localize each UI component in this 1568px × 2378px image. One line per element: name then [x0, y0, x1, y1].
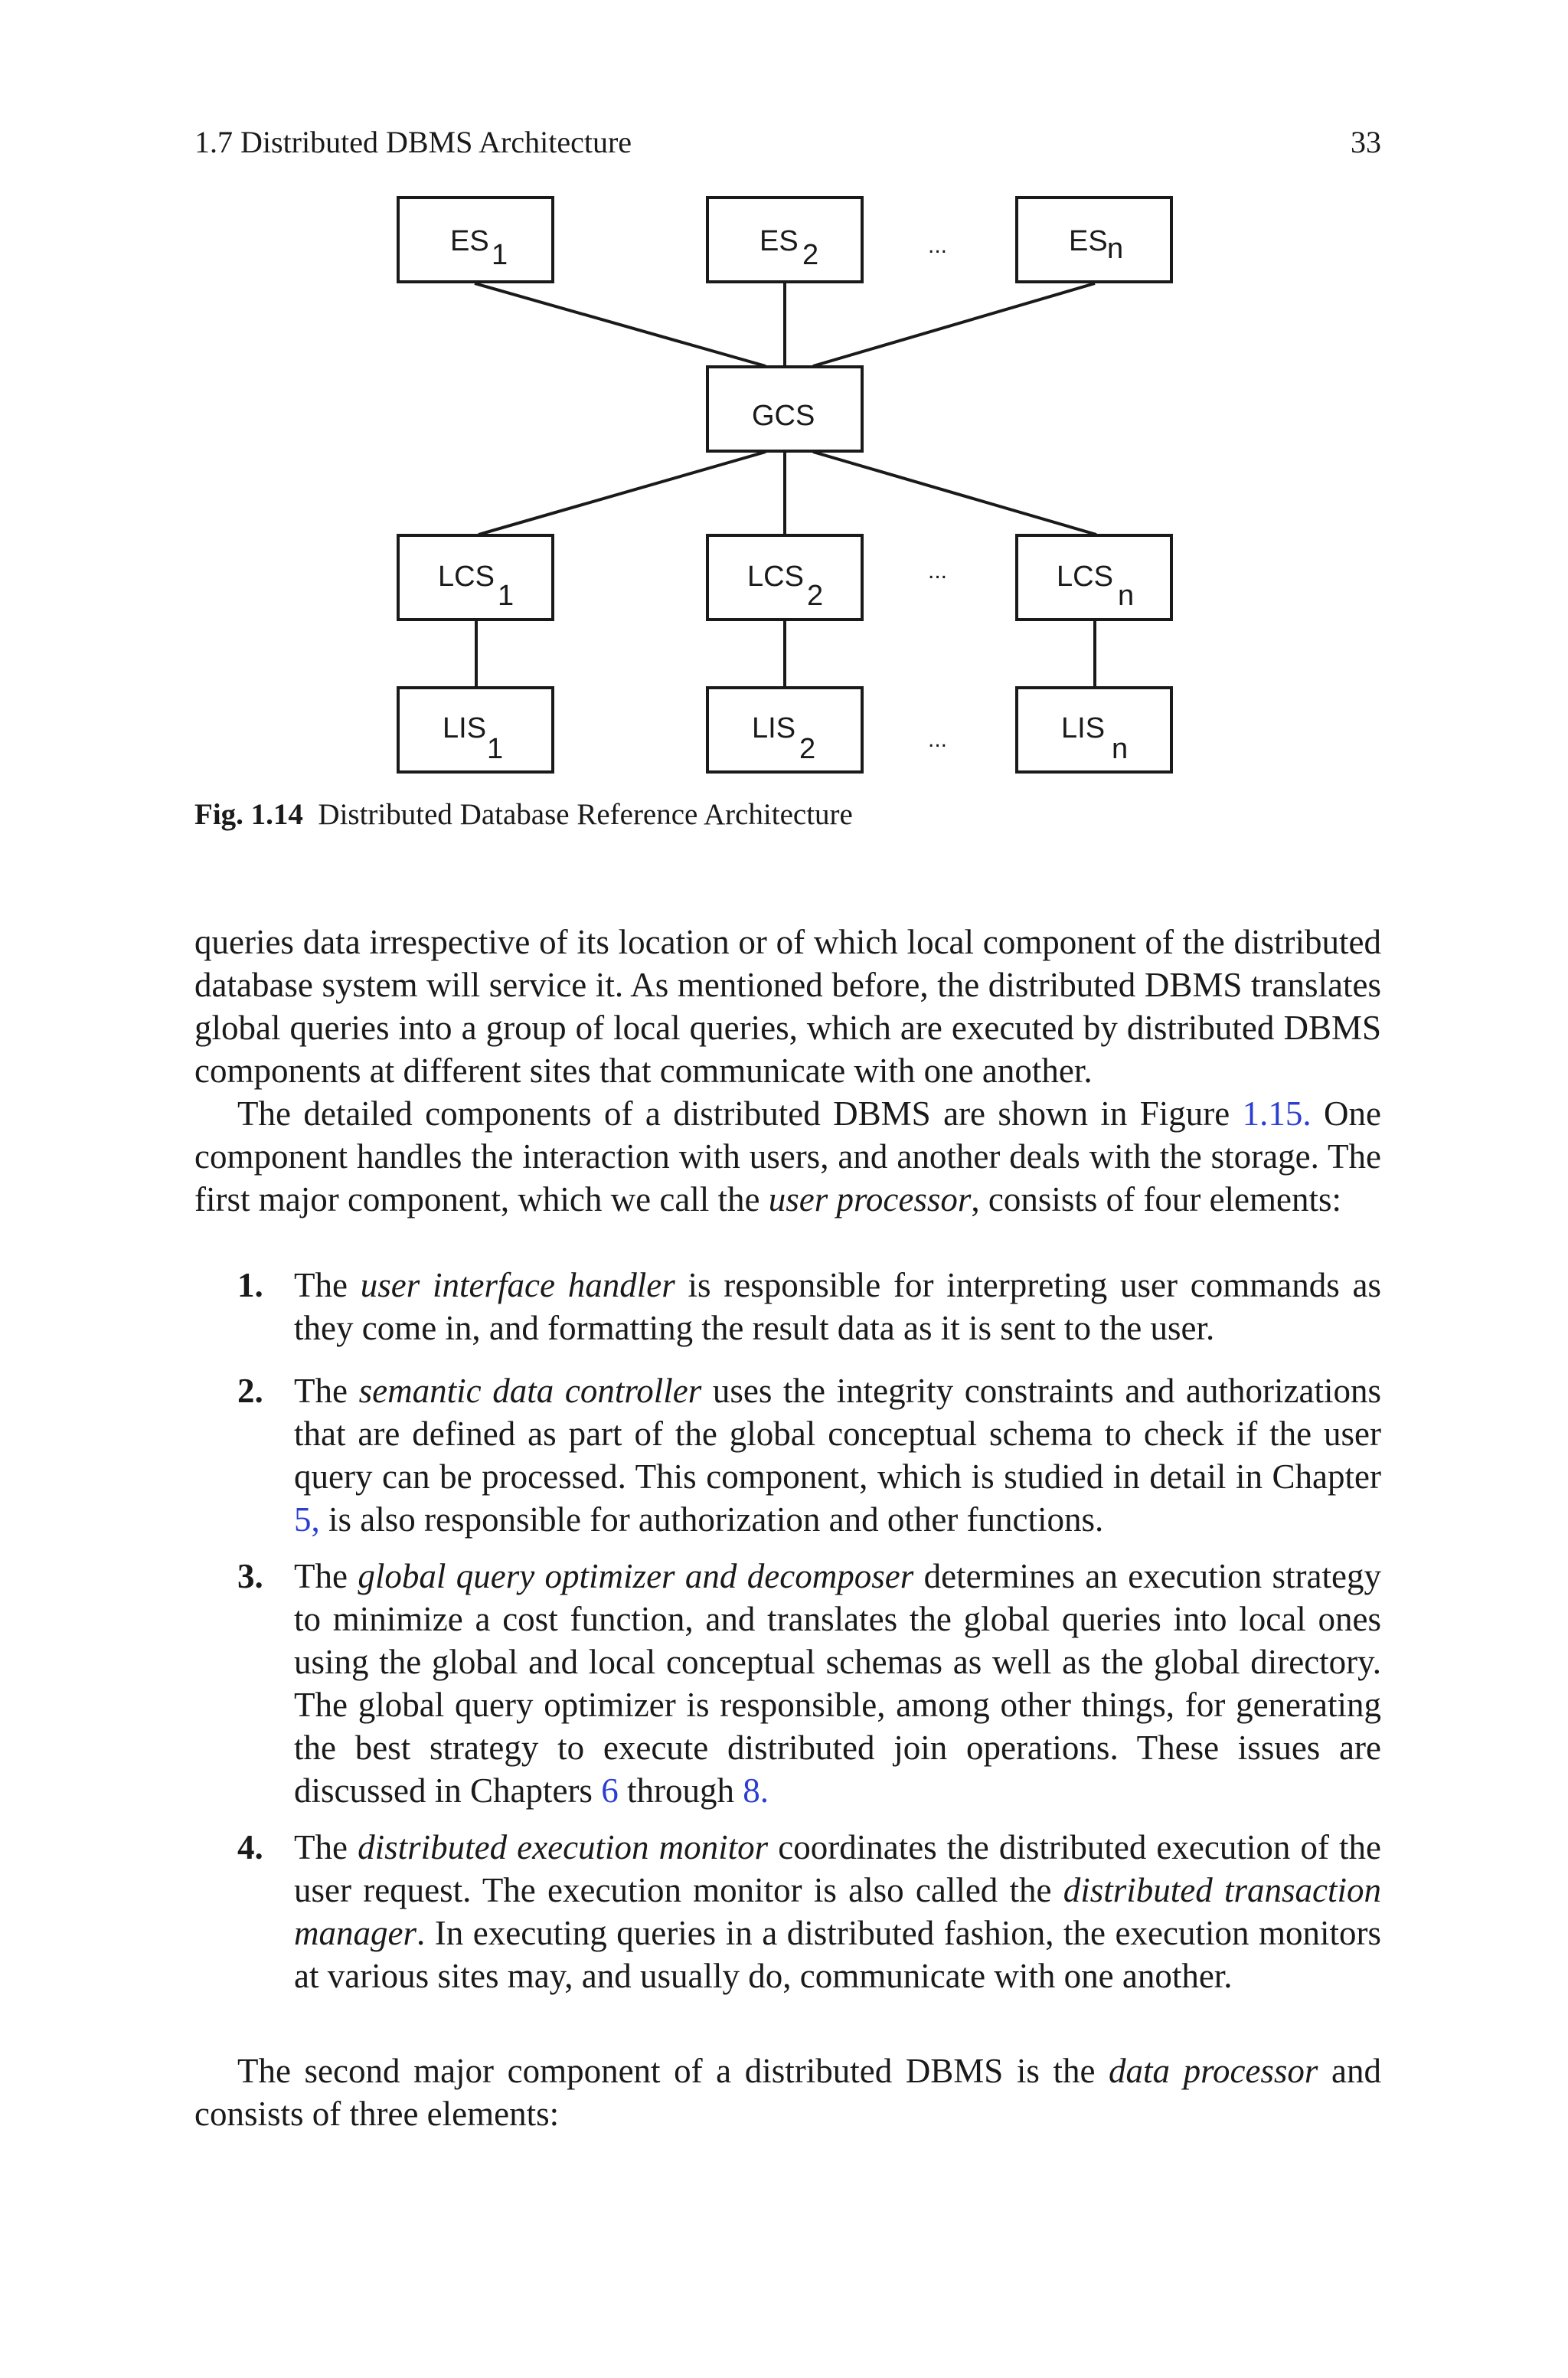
- text-run: determines an execution strategy to minimize a cost function, and translates the global queries into local ones using the global and local conceptual schemas as well as the global directory. The global query optimizer is responsible, among other things, for generating the best strategy to execute distributed join operations. These issues are discussed in Chapters: [294, 1557, 1381, 1810]
- list-number: 1.: [237, 1266, 263, 1304]
- text-run: is responsible for interpreting user commands as they come in, and formatting the result data as it is sent to the user.: [294, 1266, 1381, 1347]
- emphasis: user processor: [768, 1180, 972, 1218]
- label-gcs: GCS: [752, 400, 815, 432]
- emphasis: global query optimizer and decomposer: [358, 1557, 914, 1595]
- sub-lcs2: 2: [807, 580, 824, 612]
- text-run: One component handles the interaction with users, and another deals with the storage. The first major component, which we call the: [194, 1094, 1381, 1218]
- figure-link[interactable]: 1.15.: [1242, 1094, 1312, 1133]
- emphasis: data processor: [1109, 2052, 1318, 2090]
- emphasis: user interface handler: [360, 1266, 675, 1304]
- edge-es1-gcs: [475, 283, 766, 366]
- list-item: [194, 1555, 1381, 1812]
- edge-esn-gcs: [813, 283, 1095, 366]
- text-run: The: [294, 1828, 358, 1866]
- chapter-link[interactable]: 5,: [294, 1500, 320, 1539]
- edge-gcs-lcsn: [813, 452, 1096, 535]
- emphasis: distributed transaction manager: [294, 1871, 1381, 1952]
- architecture-diagram: [0, 0, 1568, 796]
- list-number: 2.: [237, 1372, 263, 1410]
- emphasis: semantic data controller: [358, 1372, 702, 1410]
- list-number: 4.: [237, 1828, 263, 1866]
- chapter-link[interactable]: 6: [601, 1771, 619, 1810]
- ellipsis-lis: ...: [928, 727, 948, 752]
- list-item: [194, 1264, 1381, 1349]
- sub-lisn: n: [1112, 733, 1129, 765]
- paragraph: queries data irrespective of its location or of which local component of the distributed database system will service it. As mentioned before, the distributed DBMS translates global queries into a group of local queries, which are executed by distributed DBMS components at different sites that communicate with one another.: [194, 923, 1381, 1090]
- figure-number: Fig. 1.14: [194, 798, 303, 831]
- text-run: The: [294, 1372, 359, 1410]
- edge-gcs-lcs1: [479, 452, 766, 535]
- paragraph: [194, 2049, 1381, 2135]
- label-lis2: LIS: [752, 712, 796, 744]
- ellipsis-lcs: ...: [928, 558, 948, 584]
- sub-lis1: 1: [487, 733, 504, 765]
- label-lis1: LIS: [443, 712, 487, 744]
- text-run: The detailed components of a distributed DBMS are shown in Figure: [237, 1094, 1243, 1133]
- list-item: [194, 1826, 1381, 1997]
- paragraph: [194, 1092, 1381, 1221]
- sub-lcsn: n: [1118, 580, 1135, 612]
- text-run: and consists of three elements:: [194, 2052, 1381, 2133]
- label-lcs1: LCS: [438, 561, 495, 593]
- list-number: 3.: [237, 1557, 263, 1595]
- ellipsis-es: ...: [928, 233, 948, 258]
- section-title: 1.7 Distributed DBMS Architecture: [194, 125, 632, 159]
- text-run: , consists of four elements:: [971, 1180, 1342, 1218]
- chapter-link[interactable]: 8.: [743, 1771, 769, 1810]
- emphasis: distributed execution monitor: [358, 1828, 769, 1866]
- text-run: uses the integrity constraints and authorizations that are defined as part of the global conceptual schema to check if the user query can be processed. This component, which is studied in detail in Chapter: [294, 1372, 1381, 1496]
- sub-lcs1: 1: [498, 580, 514, 612]
- page-number: 33: [1351, 125, 1381, 159]
- text-run: . In executing queries in a distributed fashion, the execution monitors at various sites may, and usually do, communicate with one another.: [294, 1914, 1381, 1995]
- sub-es1: 1: [492, 239, 508, 271]
- text-run: through: [618, 1771, 743, 1810]
- list-item: [194, 1369, 1381, 1541]
- sub-esn: n: [1107, 233, 1124, 265]
- label-lcs2: LCS: [747, 561, 804, 593]
- text-run: The: [294, 1557, 358, 1595]
- text-run: is also responsible for authorization and other functions.: [319, 1500, 1104, 1539]
- body-text-top: [194, 921, 1381, 1221]
- sub-lis2: 2: [799, 733, 816, 765]
- body-text-bottom: [194, 2049, 1381, 2135]
- text-run: The: [294, 1266, 361, 1304]
- label-es1: ES: [450, 225, 489, 257]
- label-lcsn: LCS: [1057, 561, 1113, 593]
- figure-caption: [194, 796, 1381, 833]
- text-run: coordinates the distributed execution of the user request. The execution monitor is also called the: [294, 1828, 1381, 1909]
- figure-caption-text: Distributed Database Reference Architecture: [318, 798, 853, 831]
- label-lisn: LIS: [1061, 712, 1106, 744]
- label-esn: ES: [1069, 225, 1108, 257]
- label-es2: ES: [760, 225, 799, 257]
- text-run: The second major component of a distributed DBMS is the: [237, 2052, 1109, 2090]
- sub-es2: 2: [802, 239, 819, 271]
